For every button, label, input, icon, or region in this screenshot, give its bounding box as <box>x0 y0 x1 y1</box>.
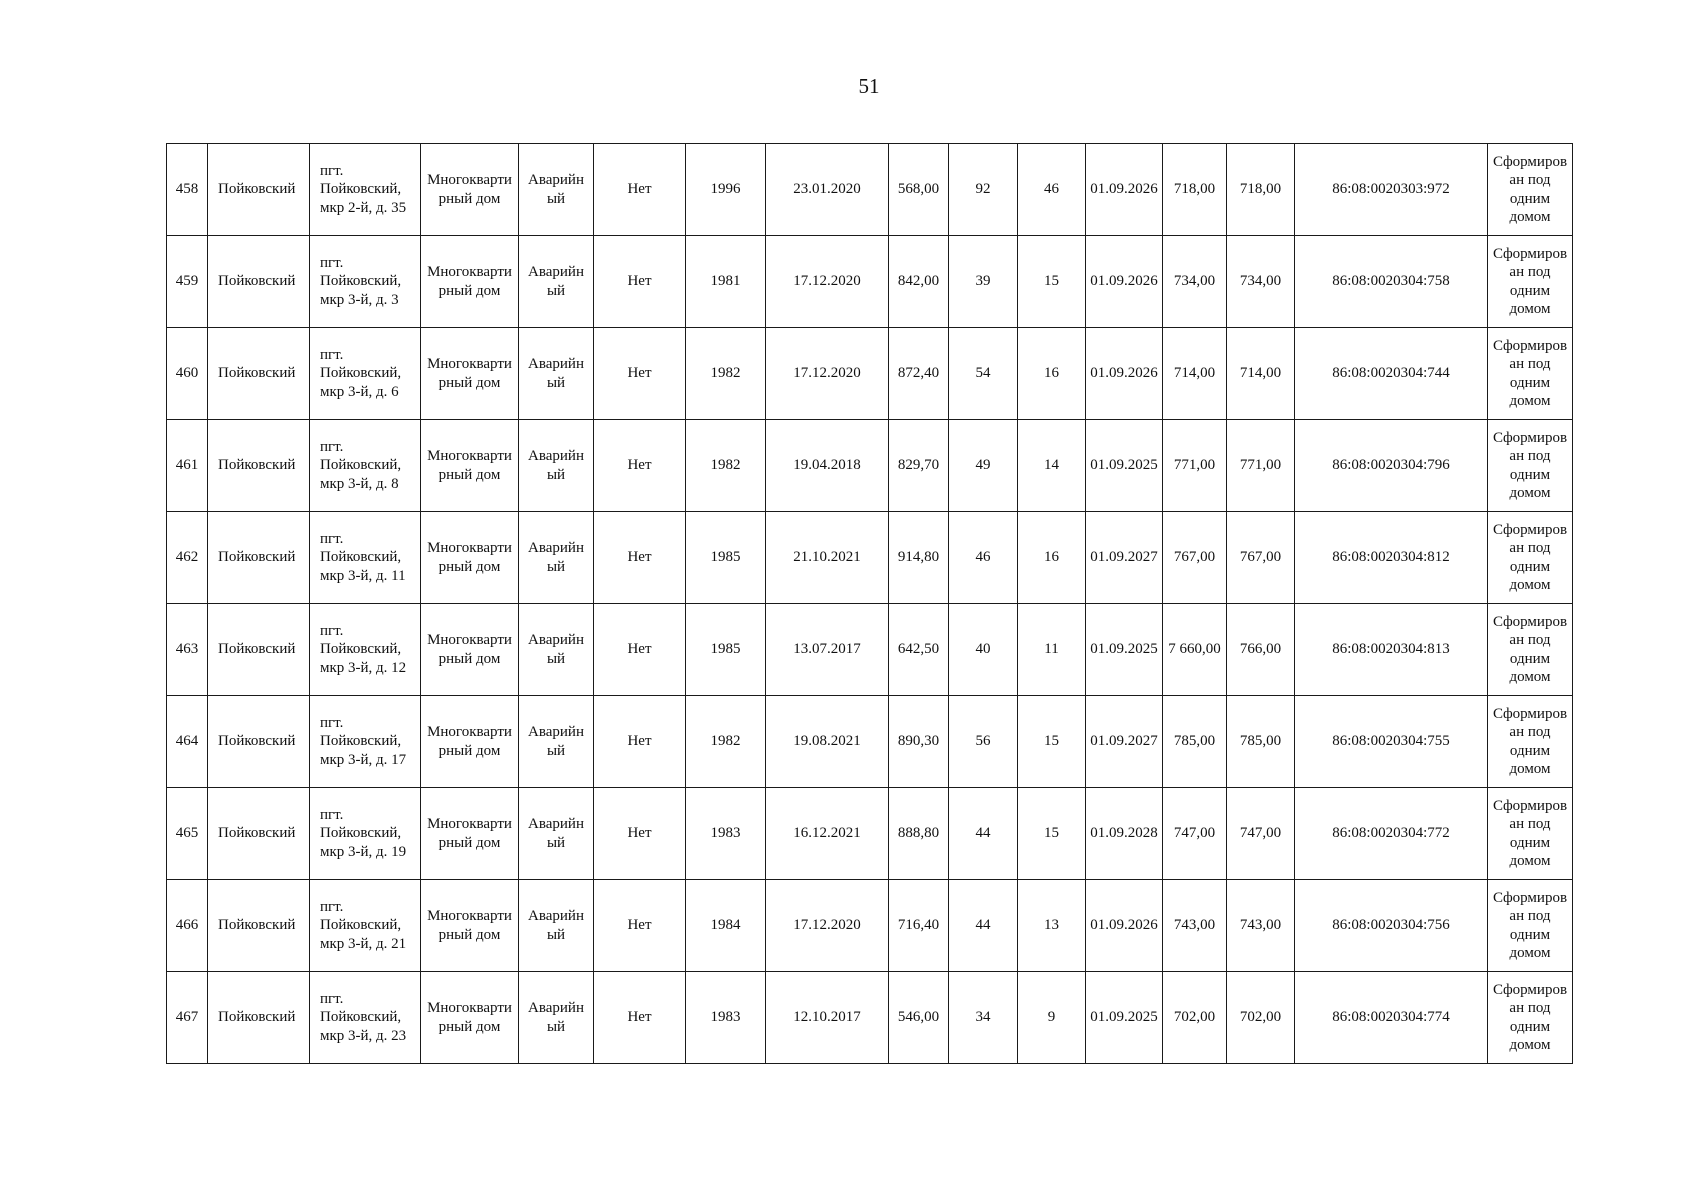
land-area-cell: 718,00 <box>1163 144 1227 236</box>
recognition-date-cell: 19.08.2021 <box>766 696 889 788</box>
land-area-2-cell: 771,00 <box>1227 420 1295 512</box>
recognition-date-cell: 13.07.2017 <box>766 604 889 696</box>
residents-cell: 39 <box>949 236 1018 328</box>
recognition-date-cell: 21.10.2021 <box>766 512 889 604</box>
note-cell: Сформирован под одним домом <box>1488 880 1573 972</box>
premises-cell: 13 <box>1018 880 1086 972</box>
settlement-cell: Пойковский <box>208 512 310 604</box>
table-row <box>167 604 1573 696</box>
condition-cell: Аварийный <box>519 880 594 972</box>
row-number-cell: 459 <box>167 236 208 328</box>
cadastral-number-cell: 86:08:0020304:756 <box>1295 880 1488 972</box>
condition-cell: Аварийный <box>519 696 594 788</box>
flag-cell: Нет <box>594 696 686 788</box>
row-number-cell: 458 <box>167 144 208 236</box>
settlement-cell: Пойковский <box>208 604 310 696</box>
premises-cell: 9 <box>1018 972 1086 1064</box>
house-type-cell: Многоквартирный дом <box>421 696 519 788</box>
page-number: 51 <box>858 74 880 98</box>
house-type-cell: Многоквартирный дом <box>421 604 519 696</box>
house-type-cell: Многоквартирный дом <box>421 420 519 512</box>
settlement-cell: Пойковский <box>208 328 310 420</box>
flag-cell: Нет <box>594 880 686 972</box>
premises-cell: 15 <box>1018 788 1086 880</box>
deadline-cell: 01.09.2025 <box>1086 604 1163 696</box>
cadastral-number-cell: 86:08:0020304:772 <box>1295 788 1488 880</box>
deadline-cell: 01.09.2025 <box>1086 972 1163 1064</box>
residents-cell: 44 <box>949 788 1018 880</box>
address-cell: пгт. Пойковский, мкр 3-й, д. 8 <box>310 420 421 512</box>
table-row <box>167 788 1573 880</box>
residents-cell: 40 <box>949 604 1018 696</box>
area-cell: 842,00 <box>889 236 949 328</box>
area-cell: 568,00 <box>889 144 949 236</box>
address-cell: пгт. Пойковский, мкр 3-й, д. 21 <box>310 880 421 972</box>
premises-cell: 16 <box>1018 328 1086 420</box>
recognition-date-cell: 19.04.2018 <box>766 420 889 512</box>
year-cell: 1985 <box>686 604 766 696</box>
land-area-cell: 734,00 <box>1163 236 1227 328</box>
row-number-cell: 464 <box>167 696 208 788</box>
area-cell: 716,40 <box>889 880 949 972</box>
year-cell: 1985 <box>686 512 766 604</box>
flag-cell: Нет <box>594 328 686 420</box>
cadastral-number-cell: 86:08:0020304:755 <box>1295 696 1488 788</box>
note-cell: Сформирован под одним домом <box>1488 696 1573 788</box>
condition-cell: Аварийный <box>519 420 594 512</box>
table-body <box>167 144 1573 1064</box>
table-row <box>167 328 1573 420</box>
recognition-date-cell: 17.12.2020 <box>766 328 889 420</box>
note-cell: Сформирован под одним домом <box>1488 972 1573 1064</box>
table-row <box>167 144 1573 236</box>
house-type-cell: Многоквартирный дом <box>421 328 519 420</box>
house-type-cell: Многоквартирный дом <box>421 880 519 972</box>
note-cell: Сформирован под одним домом <box>1488 420 1573 512</box>
condition-cell: Аварийный <box>519 788 594 880</box>
condition-cell: Аварийный <box>519 972 594 1064</box>
year-cell: 1982 <box>686 420 766 512</box>
land-area-cell: 785,00 <box>1163 696 1227 788</box>
cadastral-number-cell: 86:08:0020304:812 <box>1295 512 1488 604</box>
note-cell: Сформирован под одним домом <box>1488 512 1573 604</box>
table-row <box>167 696 1573 788</box>
flag-cell: Нет <box>594 972 686 1064</box>
table-row <box>167 972 1573 1064</box>
emergency-housing-table <box>166 143 1573 1064</box>
recognition-date-cell: 17.12.2020 <box>766 236 889 328</box>
year-cell: 1983 <box>686 788 766 880</box>
residents-cell: 49 <box>949 420 1018 512</box>
deadline-cell: 01.09.2028 <box>1086 788 1163 880</box>
cadastral-number-cell: 86:08:0020304:796 <box>1295 420 1488 512</box>
land-area-cell: 7 660,00 <box>1163 604 1227 696</box>
address-cell: пгт. Пойковский, мкр 3-й, д. 19 <box>310 788 421 880</box>
address-cell: пгт. Пойковский, мкр 3-й, д. 23 <box>310 972 421 1064</box>
residents-cell: 34 <box>949 972 1018 1064</box>
address-cell: пгт. Пойковский, мкр 3-й, д. 6 <box>310 328 421 420</box>
area-cell: 914,80 <box>889 512 949 604</box>
residents-cell: 46 <box>949 512 1018 604</box>
year-cell: 1996 <box>686 144 766 236</box>
year-cell: 1984 <box>686 880 766 972</box>
cadastral-number-cell: 86:08:0020304:813 <box>1295 604 1488 696</box>
flag-cell: Нет <box>594 604 686 696</box>
land-area-2-cell: 743,00 <box>1227 880 1295 972</box>
row-number-cell: 467 <box>167 972 208 1064</box>
settlement-cell: Пойковский <box>208 696 310 788</box>
cadastral-number-cell: 86:08:0020304:774 <box>1295 972 1488 1064</box>
house-type-cell: Многоквартирный дом <box>421 236 519 328</box>
premises-cell: 46 <box>1018 144 1086 236</box>
land-area-2-cell: 766,00 <box>1227 604 1295 696</box>
premises-cell: 15 <box>1018 236 1086 328</box>
table-row <box>167 512 1573 604</box>
flag-cell: Нет <box>594 144 686 236</box>
flag-cell: Нет <box>594 236 686 328</box>
land-area-2-cell: 734,00 <box>1227 236 1295 328</box>
premises-cell: 11 <box>1018 604 1086 696</box>
condition-cell: Аварийный <box>519 328 594 420</box>
area-cell: 642,50 <box>889 604 949 696</box>
area-cell: 829,70 <box>889 420 949 512</box>
residents-cell: 56 <box>949 696 1018 788</box>
row-number-cell: 460 <box>167 328 208 420</box>
year-cell: 1982 <box>686 328 766 420</box>
note-cell: Сформирован под одним домом <box>1488 604 1573 696</box>
recognition-date-cell: 23.01.2020 <box>766 144 889 236</box>
area-cell: 546,00 <box>889 972 949 1064</box>
address-cell: пгт. Пойковский, мкр 3-й, д. 12 <box>310 604 421 696</box>
recognition-date-cell: 12.10.2017 <box>766 972 889 1064</box>
residents-cell: 92 <box>949 144 1018 236</box>
recognition-date-cell: 16.12.2021 <box>766 788 889 880</box>
note-cell: Сформирован под одним домом <box>1488 144 1573 236</box>
year-cell: 1981 <box>686 236 766 328</box>
address-cell: пгт. Пойковский, мкр 3-й, д. 11 <box>310 512 421 604</box>
settlement-cell: Пойковский <box>208 972 310 1064</box>
settlement-cell: Пойковский <box>208 420 310 512</box>
row-number-cell: 463 <box>167 604 208 696</box>
land-area-cell: 771,00 <box>1163 420 1227 512</box>
deadline-cell: 01.09.2025 <box>1086 420 1163 512</box>
cadastral-number-cell: 86:08:0020303:972 <box>1295 144 1488 236</box>
deadline-cell: 01.09.2026 <box>1086 236 1163 328</box>
cadastral-number-cell: 86:08:0020304:744 <box>1295 328 1488 420</box>
year-cell: 1983 <box>686 972 766 1064</box>
deadline-cell: 01.09.2026 <box>1086 144 1163 236</box>
flag-cell: Нет <box>594 788 686 880</box>
house-type-cell: Многоквартирный дом <box>421 144 519 236</box>
cadastral-number-cell: 86:08:0020304:758 <box>1295 236 1488 328</box>
land-area-2-cell: 718,00 <box>1227 144 1295 236</box>
premises-cell: 15 <box>1018 696 1086 788</box>
address-cell: пгт. Пойковский, мкр 3-й, д. 17 <box>310 696 421 788</box>
settlement-cell: Пойковский <box>208 236 310 328</box>
residents-cell: 54 <box>949 328 1018 420</box>
condition-cell: Аварийный <box>519 236 594 328</box>
house-type-cell: Многоквартирный дом <box>421 972 519 1064</box>
land-area-2-cell: 747,00 <box>1227 788 1295 880</box>
premises-cell: 16 <box>1018 512 1086 604</box>
house-type-cell: Многоквартирный дом <box>421 788 519 880</box>
land-area-cell: 747,00 <box>1163 788 1227 880</box>
condition-cell: Аварийный <box>519 144 594 236</box>
premises-cell: 14 <box>1018 420 1086 512</box>
land-area-2-cell: 785,00 <box>1227 696 1295 788</box>
flag-cell: Нет <box>594 420 686 512</box>
land-area-2-cell: 767,00 <box>1227 512 1295 604</box>
settlement-cell: Пойковский <box>208 144 310 236</box>
recognition-date-cell: 17.12.2020 <box>766 880 889 972</box>
row-number-cell: 466 <box>167 880 208 972</box>
row-number-cell: 461 <box>167 420 208 512</box>
row-number-cell: 462 <box>167 512 208 604</box>
address-cell: пгт. Пойковский, мкр 2-й, д. 35 <box>310 144 421 236</box>
area-cell: 888,80 <box>889 788 949 880</box>
condition-cell: Аварийный <box>519 512 594 604</box>
condition-cell: Аварийный <box>519 604 594 696</box>
table-row <box>167 420 1573 512</box>
address-cell: пгт. Пойковский, мкр 3-й, д. 3 <box>310 236 421 328</box>
land-area-cell: 743,00 <box>1163 880 1227 972</box>
note-cell: Сформирован под одним домом <box>1488 328 1573 420</box>
land-area-2-cell: 714,00 <box>1227 328 1295 420</box>
deadline-cell: 01.09.2026 <box>1086 328 1163 420</box>
note-cell: Сформирован под одним домом <box>1488 236 1573 328</box>
table-row <box>167 236 1573 328</box>
row-number-cell: 465 <box>167 788 208 880</box>
flag-cell: Нет <box>594 512 686 604</box>
area-cell: 890,30 <box>889 696 949 788</box>
land-area-2-cell: 702,00 <box>1227 972 1295 1064</box>
land-area-cell: 767,00 <box>1163 512 1227 604</box>
land-area-cell: 702,00 <box>1163 972 1227 1064</box>
settlement-cell: Пойковский <box>208 788 310 880</box>
area-cell: 872,40 <box>889 328 949 420</box>
deadline-cell: 01.09.2027 <box>1086 512 1163 604</box>
deadline-cell: 01.09.2026 <box>1086 880 1163 972</box>
deadline-cell: 01.09.2027 <box>1086 696 1163 788</box>
table-row <box>167 880 1573 972</box>
settlement-cell: Пойковский <box>208 880 310 972</box>
year-cell: 1982 <box>686 696 766 788</box>
note-cell: Сформирован под одним домом <box>1488 788 1573 880</box>
house-type-cell: Многоквартирный дом <box>421 512 519 604</box>
residents-cell: 44 <box>949 880 1018 972</box>
land-area-cell: 714,00 <box>1163 328 1227 420</box>
